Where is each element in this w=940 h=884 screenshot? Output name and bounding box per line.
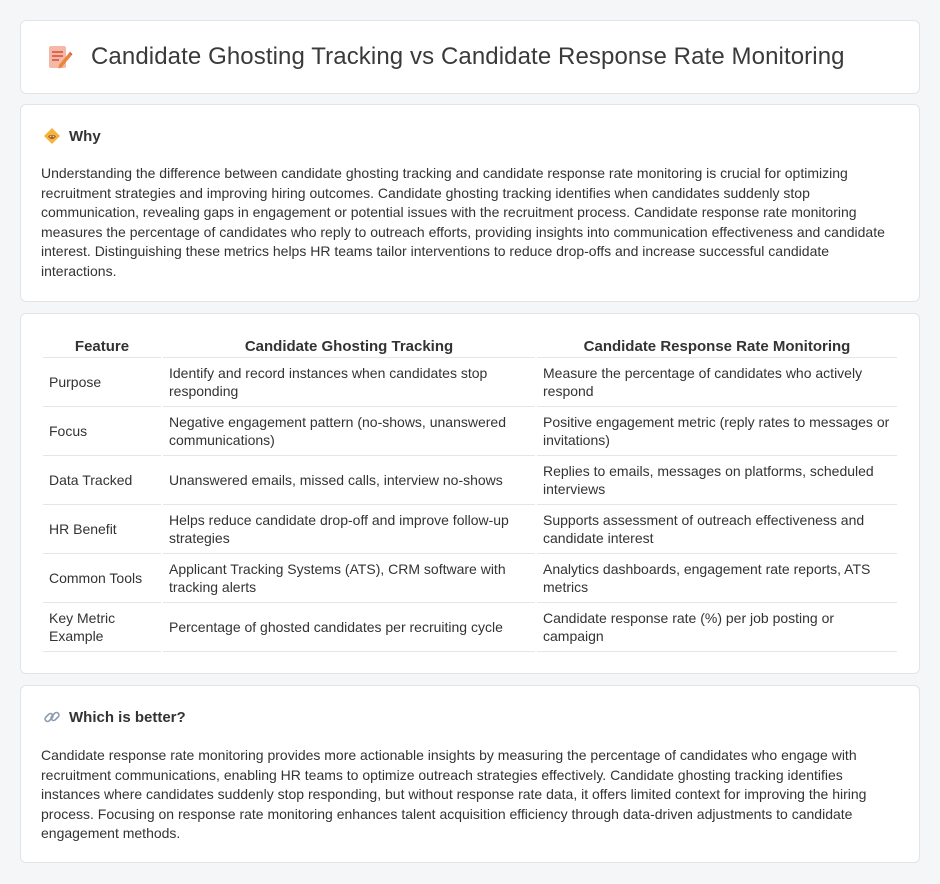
table-row <box>43 554 897 603</box>
why-section <box>20 104 920 302</box>
document-edit-icon <box>45 43 73 71</box>
page-title: Candidate Ghosting Tracking vs Candidate Response Rate Monitoring <box>91 43 845 70</box>
better-header <box>43 708 186 726</box>
feature-cell: Purpose <box>43 358 161 407</box>
ghosting-cell: Unanswered emails, missed calls, interview no-shows <box>163 456 535 505</box>
ghosting-cell: Negative engagement pattern (no-shows, unanswered communications) <box>163 407 535 456</box>
feature-cell: Key Metric Example <box>43 603 161 652</box>
comparison-table <box>41 334 899 652</box>
header-ghosting: Candidate Ghosting Tracking <box>163 334 535 358</box>
why-title: Why <box>69 127 101 145</box>
header-feature: Feature <box>43 334 161 358</box>
ghosting-cell: Helps reduce candidate drop-off and improve follow-up strategies <box>163 505 535 554</box>
response-cell: Supports assessment of outreach effectiveness and candidate interest <box>537 505 897 554</box>
comparison-section <box>20 313 920 674</box>
better-text: Candidate response rate monitoring provides more actionable insights by measuring the percentage of candidates who engage with recruitment communications, enabling HR teams to optimize outreach strategies effectively. Candidate ghosting tracking identifies instances where candidates suddenly stop responding, but without response rate data, it offers limited context for improving the hiring process. Focusing on response rate monitoring enhances talent acquisition efficiency through data-driven adjustments to candidate engagement methods. <box>41 747 867 841</box>
response-cell: Analytics dashboards, engagement rate reports, ATS metrics <box>537 554 897 603</box>
ghosting-cell: Identify and record instances when candidates stop responding <box>163 358 535 407</box>
response-cell: Positive engagement metric (reply rates to messages or invitations) <box>537 407 897 456</box>
title-row <box>45 43 845 71</box>
table-header-row <box>43 334 897 358</box>
link-icon <box>43 708 61 726</box>
better-title: Which is better? <box>69 708 186 726</box>
table-row <box>43 456 897 505</box>
ghosting-cell: Applicant Tracking Systems (ATS), CRM software with tracking alerts <box>163 554 535 603</box>
header-card <box>20 20 920 94</box>
handshake-icon <box>43 127 61 145</box>
why-header <box>43 127 101 145</box>
which-is-better-section <box>20 685 920 863</box>
feature-cell: Data Tracked <box>43 456 161 505</box>
feature-cell: Common Tools <box>43 554 161 603</box>
table-row <box>43 603 897 652</box>
table-row <box>43 505 897 554</box>
why-text: Understanding the difference between candidate ghosting tracking and candidate response rate monitoring is crucial for optimizing recruitment strategies and improving hiring outcomes. Candidate ghosting tracking identifies when candidates suddenly stop communication, revealing gaps in engagement or potential issues with the recruitment process. Candidate response rate monitoring measures the percentage of candidates who reply to outreach efforts, providing insights into communication effectiveness and candidate interest. Distinguishing these metrics helps HR teams tailor interventions to reduce drop-offs and increase successful candidate interactions. <box>41 165 885 279</box>
response-cell: Measure the percentage of candidates who actively respond <box>537 358 897 407</box>
response-cell: Candidate response rate (%) per job posting or campaign <box>537 603 897 652</box>
table-row <box>43 358 897 407</box>
header-response: Candidate Response Rate Monitoring <box>537 334 897 358</box>
ghosting-cell: Percentage of ghosted candidates per recruiting cycle <box>163 603 535 652</box>
table-row <box>43 407 897 456</box>
feature-cell: Focus <box>43 407 161 456</box>
response-cell: Replies to emails, messages on platforms, scheduled interviews <box>537 456 897 505</box>
feature-cell: HR Benefit <box>43 505 161 554</box>
